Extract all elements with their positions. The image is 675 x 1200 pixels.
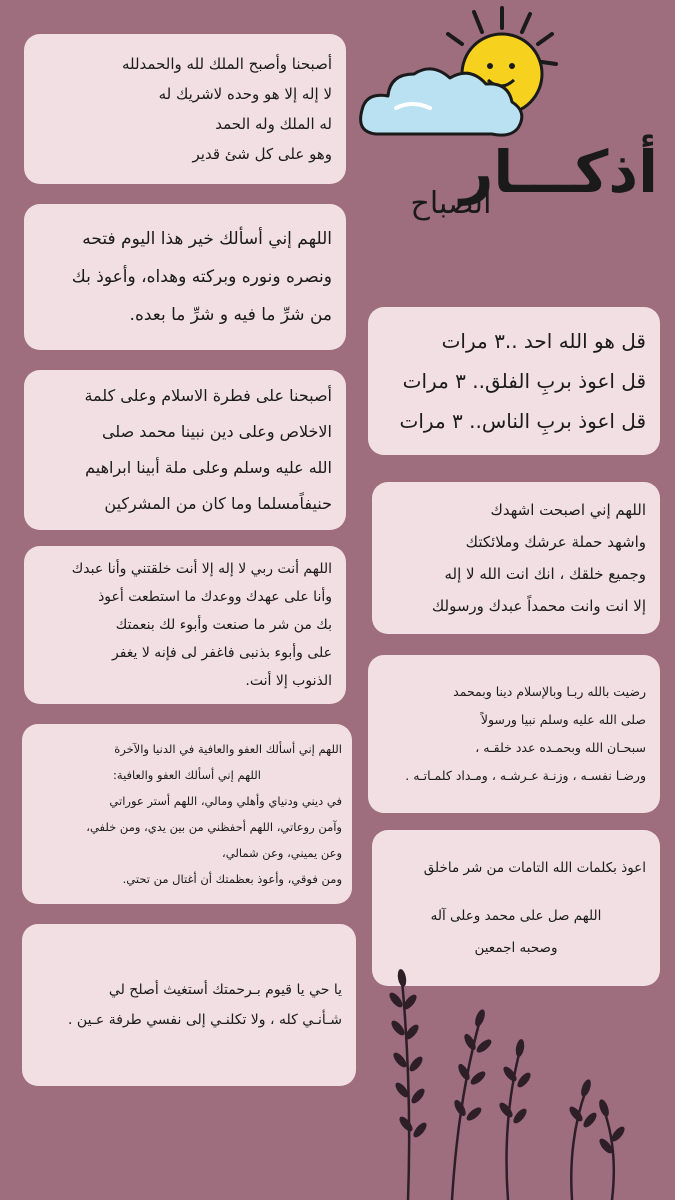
dhikr-line: لا إله إلا هو وحده لاشريك له <box>158 85 332 103</box>
dhikr-line: حنيفاًمسلما وما كان من المشركين <box>104 494 332 513</box>
dhikr-card-afiyah <box>22 724 352 904</box>
dhikr-line: اعوذ بكلمات الله التامات من شر ماخلق <box>423 860 646 876</box>
dhikr-card-witness <box>372 482 660 634</box>
dhikr-card-ya-hayy <box>22 924 356 1086</box>
dhikr-line: على وأبوء بذنبى فاغفر لى فإنه لا يغفر <box>111 645 332 661</box>
dhikr-card-contentment <box>368 655 660 813</box>
dhikr-card-morning-sovereignty <box>24 34 346 184</box>
dhikr-line: إلا انت وانت محمداً عبدك ورسولك <box>431 597 646 615</box>
dhikr-line: اللهم إني أسألك خير هذا اليوم فتحه <box>82 229 332 249</box>
page-subtitle: الصباح <box>410 186 492 221</box>
dhikr-line: ونصره ونوره وبركته وهداه، وأعوذ بك <box>71 267 332 287</box>
dhikr-line: وأنا على عهدك ووعدك ما استطعت أعوذ <box>98 589 332 605</box>
dhikr-line: بك من شر ما صنعت وأبوء لك بنعمتك <box>115 617 332 633</box>
dhikr-line: له الملك وله الحمد <box>215 115 332 133</box>
dhikr-line: الله عليه وسلم وعلى ملة أبينا ابراهيم <box>85 458 332 477</box>
dhikr-line: اللهم صل على محمد وعلى آله <box>430 908 602 924</box>
dhikr-line: شـأنـي كله ، ولا تكلنـي إلى نفسي طرفة عـين . <box>68 1012 342 1028</box>
dhikr-line: واشهد حملة عرشك وملائكتك <box>465 533 646 551</box>
dhikr-line: سبحـان الله وبحمـده عدد خلقـه ، <box>475 740 646 755</box>
plant-branches-icon <box>372 950 672 1200</box>
dhikr-line: وآمن روعاتي، اللهم أحفظني من بين يدي، ومن خلفي، <box>86 820 342 834</box>
dhikr-card-goodness-of-day <box>24 204 346 350</box>
dhikr-line: الذنوب إلا أنت. <box>245 673 332 689</box>
dhikr-line: الاخلاص وعلى دين نبينا محمد صلى <box>101 422 332 441</box>
dhikr-line: أصبحنا وأصبح الملك لله والحمدلله <box>121 55 332 73</box>
sun-cloud-icon <box>352 4 558 144</box>
dhikr-card-three-quls <box>368 307 660 455</box>
dhikr-line: رضيت بالله ربـا وبالإسلام دينا وبمحمد <box>453 684 646 699</box>
dhikr-line: وهو على كل شئ قدير <box>192 145 332 163</box>
dhikr-line: ومن فوقي، وأعوذ بعظمتك أن أغتال من تحتي. <box>122 872 342 886</box>
dhikr-line: ورضـا نفسـه ، وزنـة عـرشـه ، ومـداد كلمـاتـه . <box>405 768 646 783</box>
dhikr-line: في ديني ودنياي وأهلي ومالي، اللهم أستر عوراتي <box>109 794 342 808</box>
dhikr-line: أصبحنا على فطرة الاسلام وعلى كلمة <box>84 386 332 405</box>
page-title: أذكـــار <box>459 138 658 206</box>
dhikr-card-fitrah <box>24 370 346 530</box>
dhikr-line: قل اعوذ بربِ الناس.. ٣ مرات <box>399 409 646 433</box>
dhikr-line: من شرِّ ما فيه و شرِّ ما بعده. <box>129 305 332 325</box>
dhikr-line: وجميع خلقك ، انك انت الله لا إله <box>444 565 646 583</box>
dhikr-line: قل اعوذ بربِ الفلق.. ٣ مرات <box>402 369 646 393</box>
dhikr-line: اللهم إني أسألك العفو والعافية في الدنيا والآخرة <box>114 742 342 756</box>
dhikr-line: اللهم أنت ربي لا إله إلا أنت خلقتني وأنا عبدك <box>71 561 332 577</box>
dhikr-card-sayyid-al-istighfar <box>24 546 346 704</box>
dhikr-line: اللهم إني أسألك العفو والعافية: <box>113 768 261 782</box>
dhikr-line: وصحبه اجمعين <box>474 940 558 956</box>
dhikr-line: اللهم إني اصبحت اشهدك <box>490 501 646 519</box>
dhikr-line: وعن يميني، وعن شمالي، <box>222 846 342 860</box>
dhikr-line: قل هو الله احد ..٣ مرات <box>441 329 646 353</box>
dhikr-line: يا حي يا قيوم بـرحمتك أستغيث أصلح لي <box>108 982 342 998</box>
dhikr-line: صلى الله عليه وسلم نبيا ورسولاً <box>480 712 646 727</box>
